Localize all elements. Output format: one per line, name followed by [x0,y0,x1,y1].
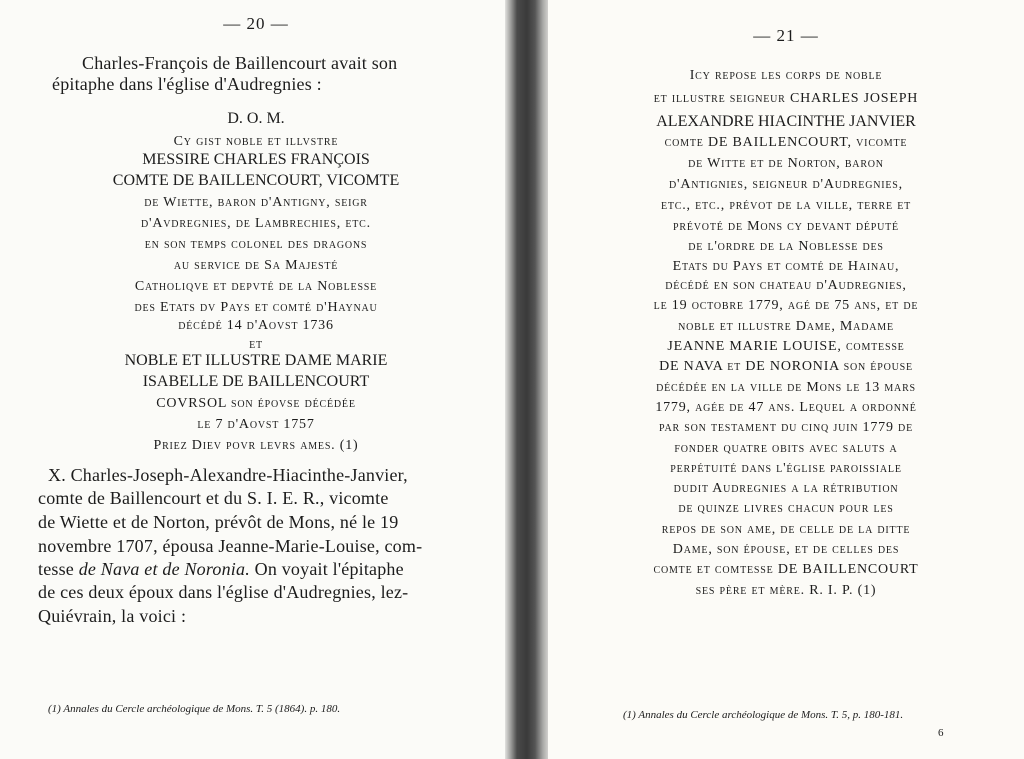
epitaph-line: le 19 octobre 1779, agé de 75 ans, et de [653,298,919,313]
paragraph-line: novembre 1707, épousa Jeanne-Marie-Louise, com- [38,536,423,556]
epitaph-line: DE NAVA et DE NORONIA son épouse [659,359,913,374]
epitaph-line: 1779, agée de 47 ans. Lequel a ordonné [655,400,917,415]
epitaph-line: comte DE BAILLENCOURT, vicomte [664,135,908,150]
page-number-right: — 21 — [753,26,819,45]
paragraph-line: de Wiette et de Norton, prévôt de Mons, né le 19 [38,512,399,532]
epitaph-line: Catholiqve et depvté de la Noblesse [134,279,378,294]
signature-mark: 6 [938,727,944,739]
epitaph-line: noble et illustre Dame, Madame [678,319,894,334]
epitaph-line: décédé 14 d'Aovst 1736 [178,318,334,333]
epitaph-line: D. O. M. [227,110,285,127]
epitaph-line: fonder quatre obits avec saluts a [674,441,898,456]
intro-line-1: Charles-François de Baillencourt avait son [82,53,398,73]
page-number-left: — 20 — [223,14,289,33]
epitaph-line: Etats du Pays et comté de Hainau, [672,259,900,274]
epitaph-line: de Witte et de Norton, baron [688,156,884,171]
epitaph-line: et [249,337,263,352]
epitaph-line: JEANNE MARIE LOUISE, comtesse [667,339,905,354]
epitaph-line: ISABELLE DE BAILLENCOURT [142,373,370,390]
epitaph-line: MESSIRE CHARLES FRANÇOIS [142,151,370,168]
epitaph-line: ses père et mère. R. I. P. (1) [695,583,877,598]
epitaph-line: NOBLE ET ILLUSTRE DAME MARIE [124,352,388,369]
epitaph-line: COMTE DE BAILLENCOURT, VICOMTE [112,172,400,189]
epitaph-line: Cy gist noble et illvstre [173,134,339,149]
epitaph-line: Dame, son épouse, et de celles des [672,542,900,557]
epitaph-line: par son testament du cinq juin 1779 de [659,420,913,435]
epitaph-line: perpétuité dans l'église paroissiale [670,461,902,476]
epitaph-line: des Etats dv Pays et comté d'Haynau [134,300,378,315]
epitaph-line: repos de son ame, de celle de la ditte [661,522,911,537]
epitaph-line: en son temps colonel des dragons [144,237,368,252]
epitaph-line: d'Antignies, seigneur d'Audregnies, [669,177,903,192]
epitaph-line: le 7 d'Aovst 1757 [197,417,315,432]
epitaph-line: décédée en la ville de Mons le 13 mars [656,380,916,395]
epitaph-line: d'Avdregnies, de Lambrechies, etc. [141,216,371,231]
paragraph-line: comte de Baillencourt et du S. I. E. R., vicomte [38,488,389,508]
epitaph-line: ALEXANDRE HIACINTHE JANVIER [656,113,916,130]
epitaph-line: etc., etc., prévot de la ville, terre et [660,198,912,213]
intro-line-2: épitaphe dans l'église d'Audregnies : [52,74,322,94]
epitaph-line: Priez Diev povr levrs ames. (1) [153,438,359,453]
book-gutter [505,0,551,759]
epitaph-line: Icy repose les corps de noble [689,68,883,83]
epitaph-line: dudit Audregnies a la rétribution [673,481,899,496]
right-page [548,0,1024,759]
epitaph-line: COVRSOL son épovse décédée [156,396,356,411]
epitaph-line: au service de Sa Majesté [173,258,339,273]
epitaph-line: de l'ordre de la Noblesse des [688,239,884,254]
epitaph-line: de Wiette, baron d'Antigny, seigr [144,195,368,210]
paragraph-line: de ces deux époux dans l'église d'Audregnies, lez- [38,582,409,602]
epitaph-line: comte et comtesse DE BAILLENCOURT [653,562,919,577]
footnote-left: (1) Annales du Cercle archéologique de Mons. T. 5 (1864). p. 180. [48,703,341,715]
paragraph-line: tesse de Nava et de Noronia. On voyait l'épitaphe [38,559,404,579]
epitaph-line: et illustre seigneur CHARLES JOSEPH [653,91,919,106]
footnote-right: (1) Annales du Cercle archéologique de Mons. T. 5, p. 180-181. [623,709,904,721]
paragraph-line: Quiévrain, la voici : [38,606,187,626]
epitaph-line: prévoté de Mons cy devant député [673,219,899,234]
paragraph-line: X. Charles-Joseph-Alexandre-Hiacinthe-Janvier, [48,465,408,485]
epitaph-line: de quinze livres chacun pour les [678,501,894,516]
epitaph-line: décédé en son chateau d'Audregnies, [665,278,907,293]
